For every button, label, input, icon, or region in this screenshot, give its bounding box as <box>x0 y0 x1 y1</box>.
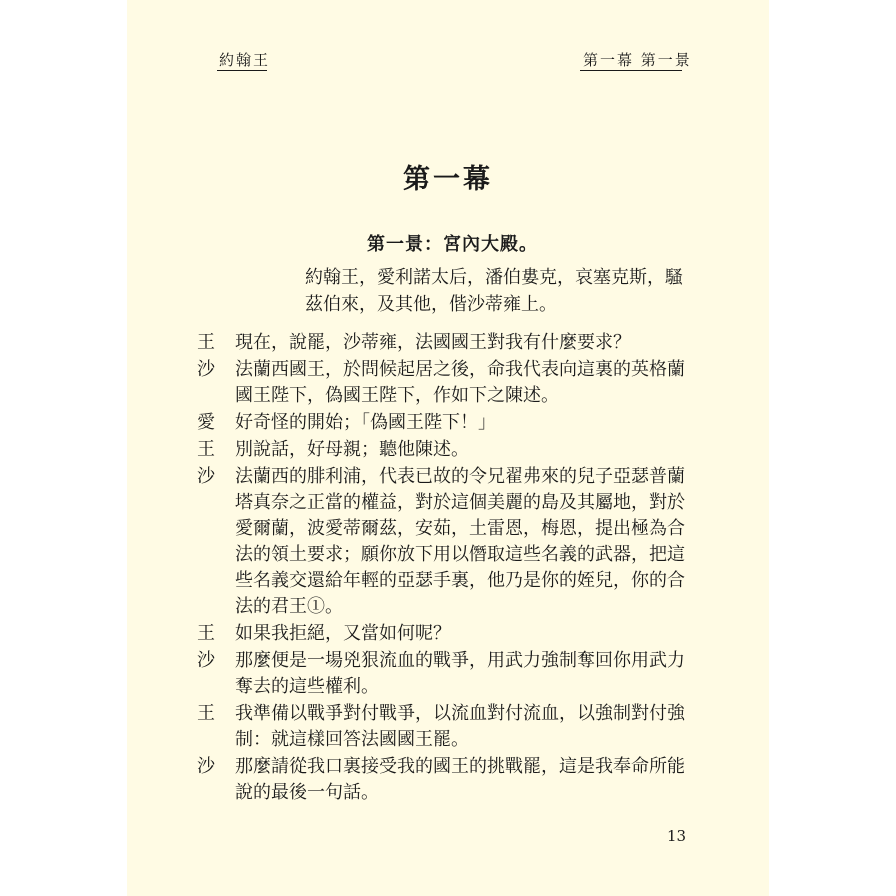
line-text: 那麼便是一場兇狠流血的戰爭，用武力強制奪回你用武力奪去的這些權利。 <box>235 650 685 697</box>
dialogue-line <box>197 754 707 806</box>
speaker: 沙 <box>197 466 215 487</box>
line-text: 法蘭西國王，於問候起居之後，命我代表向這裏的英格蘭國王陛下，偽國王陛下，作如下之陳述。 <box>235 359 685 406</box>
dialogue <box>197 330 707 807</box>
running-header-section: 第一幕 第一景 <box>583 51 692 69</box>
dialogue-line <box>197 621 707 647</box>
line-text: 別說話，好母親；聽他陳述。 <box>235 439 469 460</box>
dialogue-line <box>197 410 707 436</box>
speaker: 沙 <box>197 359 215 380</box>
dialogue-line <box>197 648 707 700</box>
line-text: 現在，說罷，沙蒂雍，法國國王對我有什麼要求？ <box>235 332 631 353</box>
scene-title: 第一景：宮內大殿。 <box>367 234 538 255</box>
dialogue-line <box>197 357 707 409</box>
speaker: 沙 <box>197 756 215 777</box>
dialogue-line <box>197 464 707 620</box>
line-text: 好奇怪的開始；「偽國王陛下！」 <box>235 412 496 433</box>
speaker: 王 <box>197 623 215 644</box>
speaker: 王 <box>197 439 215 460</box>
dialogue-line <box>197 437 707 463</box>
header-underline-left <box>217 70 267 71</box>
dialogue-line <box>197 330 707 356</box>
line-text: 如果我拒絕，又當如何呢？ <box>235 623 451 644</box>
act-title: 第一幕 <box>403 164 493 195</box>
speaker: 愛 <box>197 412 215 433</box>
book-page <box>127 0 769 896</box>
speaker: 王 <box>197 332 215 353</box>
page-number: 13 <box>667 827 687 845</box>
line-text: 我準備以戰爭對付戰爭，以流血對付流血，以強制對付強制：就這樣回答法國國王罷。 <box>235 703 685 750</box>
speaker: 王 <box>197 703 215 724</box>
speaker: 沙 <box>197 650 215 671</box>
line-text: 那麼請從我口裏接受我的國王的挑戰罷，這是我奉命所能說的最後一句話。 <box>235 756 685 803</box>
header-underline-right <box>580 70 682 71</box>
dialogue-line <box>197 701 707 753</box>
running-header-title: 約翰王 <box>219 51 271 69</box>
stage-direction: 約翰王，愛利諾太后，潘伯婁克，哀塞克斯，騷茲伯來，及其他，偕沙蒂雍上。 <box>305 267 683 315</box>
line-text: 法蘭西的腓利浦，代表已故的令兄翟弗來的兒子亞瑟普蘭塔真奈之正當的權益，對於這個美麗的島及其屬地，對於愛爾蘭，波愛蒂爾茲，安茹，土雷恩，梅恩，提出極為合法的領土要求；願你放下用以僭取這些名義的武器，把這些名義交還給年輕的亞瑟手裏，他乃是你的姪兒，你的合法的君王①。 <box>235 466 685 617</box>
